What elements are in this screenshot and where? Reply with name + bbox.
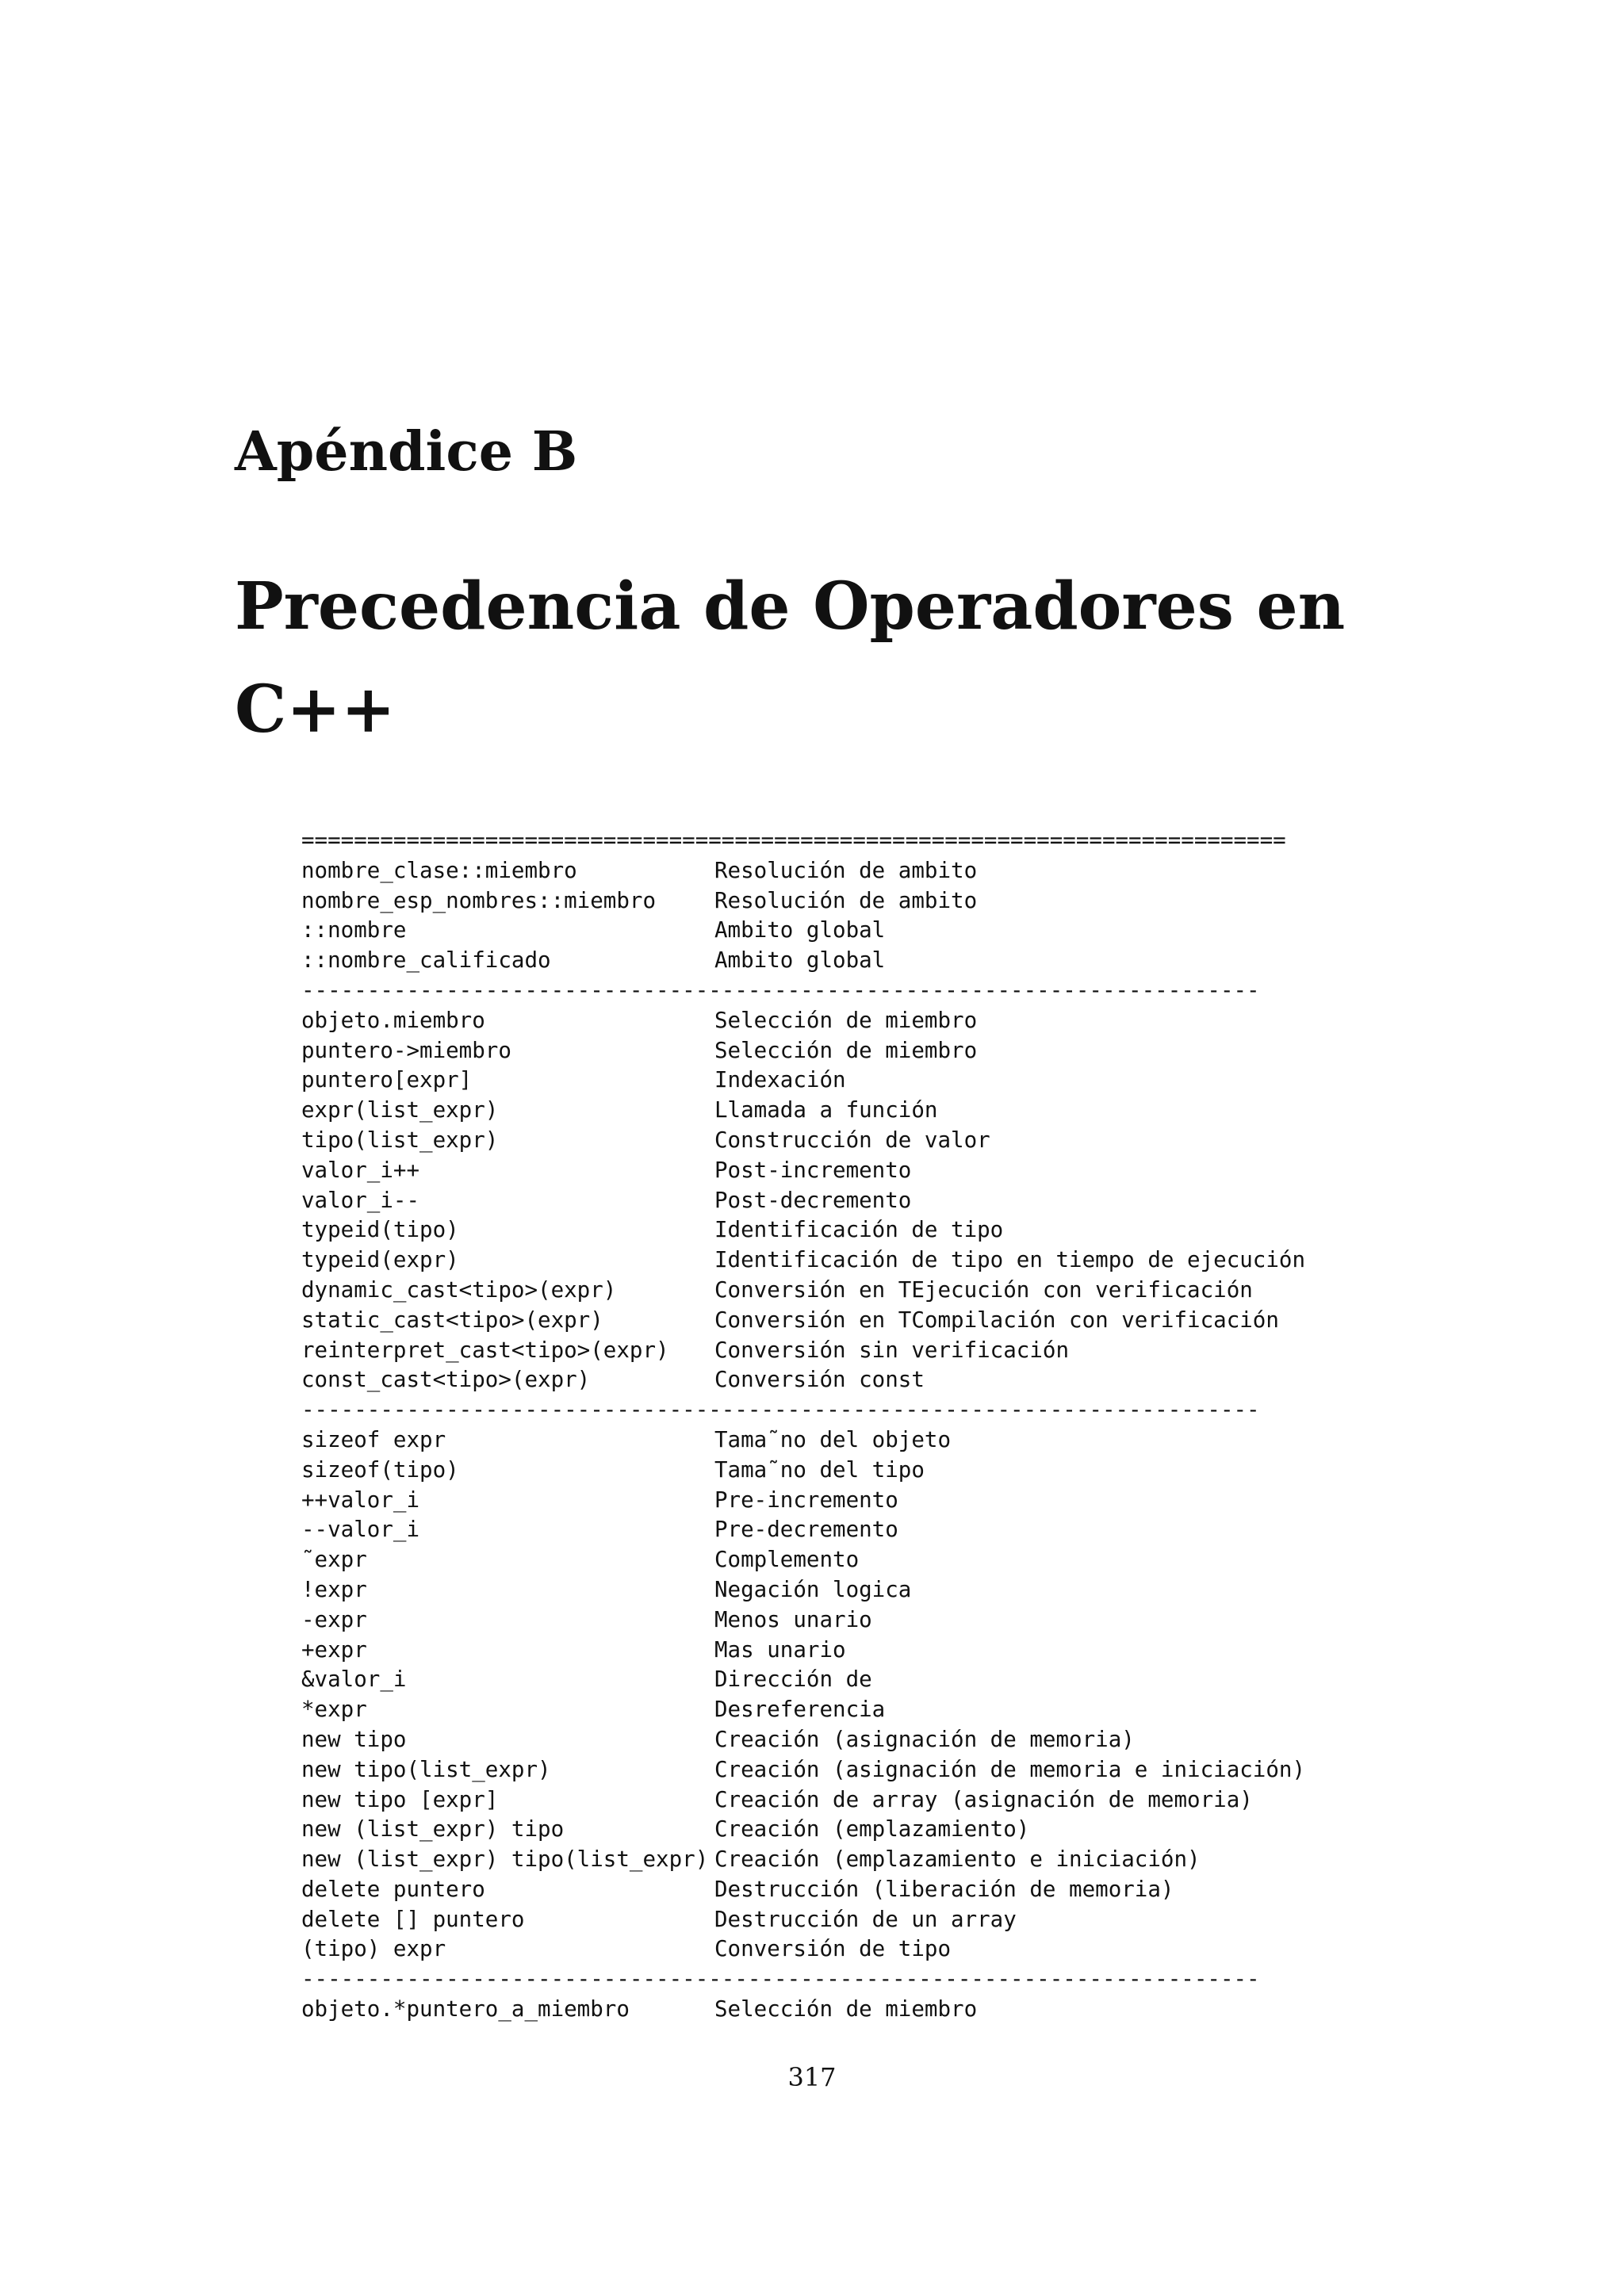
operator-expression: dynamic_cast<tipo>(expr) — [301, 1276, 617, 1303]
operator-expression: objeto.miembro — [301, 1007, 485, 1033]
operator-row — [301, 1006, 1305, 1036]
operator-row — [301, 1575, 1305, 1605]
operator-expression: delete puntero — [301, 1876, 485, 1902]
operator-description: Tama˜no del tipo — [714, 1456, 925, 1483]
operator-description: Ambito global — [714, 917, 886, 943]
page-number: 317 — [787, 2062, 837, 2092]
operator-expression: new (list_expr) tipo(list_expr) — [301, 1846, 709, 1873]
operator-description: Creación (emplazamiento e iniciación) — [714, 1846, 1201, 1873]
operator-row — [301, 1276, 1305, 1306]
operator-description: Destrucción de un array — [714, 1906, 1017, 1932]
operator-expression: expr(list_expr) — [301, 1097, 499, 1123]
operator-row — [301, 1336, 1305, 1366]
operator-description: Llamada a función — [714, 1097, 938, 1123]
operator-expression: new tipo [expr] — [301, 1786, 499, 1812]
operator-row — [301, 1636, 1305, 1666]
operator-expression: (tipo) expr — [301, 1936, 446, 1962]
operator-expression: reinterpret_cast<tipo>(expr) — [301, 1337, 669, 1363]
operator-row — [301, 1365, 1305, 1395]
operator-row — [301, 1515, 1305, 1545]
operator-expression: new tipo(list_expr) — [301, 1756, 551, 1782]
operator-expression: puntero[expr] — [301, 1067, 473, 1093]
operator-description: Creación (emplazamiento) — [714, 1816, 1030, 1843]
operator-expression: +expr — [301, 1636, 367, 1663]
top-rule: =========================================================================== — [301, 828, 1286, 853]
operator-row — [301, 1246, 1305, 1276]
operator-description: Destrucción (liberación de memoria) — [714, 1876, 1174, 1902]
operator-expression: static_cast<tipo>(expr) — [301, 1307, 603, 1333]
operator-expression: sizeof(tipo) — [301, 1456, 459, 1483]
operator-description: Creación (asignación de memoria) — [714, 1726, 1135, 1752]
operator-description: Resolución de ambito — [714, 887, 978, 913]
operator-description: Resolución de ambito — [714, 857, 978, 883]
operator-row — [301, 1905, 1305, 1935]
operator-row — [301, 1096, 1305, 1126]
operator-row — [301, 1486, 1305, 1516]
operator-description: Identificación de tipo en tiempo de ejecución — [714, 1247, 1306, 1273]
operator-row — [301, 1665, 1305, 1695]
operator-row — [301, 1215, 1305, 1246]
operator-row — [301, 1066, 1305, 1096]
operator-row — [301, 1785, 1305, 1816]
operator-row — [301, 1995, 1305, 2025]
operator-row — [301, 1186, 1305, 1216]
operator-expression: &valor_i — [301, 1667, 407, 1693]
operator-expression: typeid(expr) — [301, 1247, 459, 1273]
operator-expression: valor_i++ — [301, 1157, 420, 1183]
operator-expression: valor_i-- — [301, 1187, 420, 1213]
operator-description: Desreferencia — [714, 1697, 886, 1723]
operator-expression: new (list_expr) tipo — [301, 1816, 565, 1843]
operator-description: Selección de miembro — [714, 1037, 978, 1063]
operator-description: Dirección de — [714, 1667, 872, 1693]
operator-description: Post-incremento — [714, 1157, 912, 1183]
operator-expression: objeto.*puntero_a_miembro — [301, 1996, 630, 2022]
operator-description: Selección de miembro — [714, 1007, 978, 1033]
operator-expression: const_cast<tipo>(expr) — [301, 1367, 591, 1393]
operator-expression: ::nombre_calificado — [301, 947, 551, 974]
operator-description: Indexación — [714, 1067, 846, 1093]
operator-expression: delete [] puntero — [301, 1906, 525, 1932]
operator-expression: puntero->miembro — [301, 1037, 511, 1063]
operator-description: Creación de array (asignación de memoria) — [714, 1786, 1253, 1812]
operator-description: Menos unario — [714, 1606, 872, 1632]
operator-expression: ˜expr — [301, 1547, 367, 1573]
group-separator-rule: ------------------------------------------------------------------------- — [301, 977, 1260, 1003]
operator-description: Negación logica — [714, 1576, 912, 1602]
operator-row — [301, 1126, 1305, 1156]
operator-row — [301, 1456, 1305, 1486]
operator-row — [301, 1725, 1305, 1755]
operator-row — [301, 946, 1305, 976]
operator-description: Selección de miembro — [714, 1996, 978, 2022]
operator-row — [301, 1815, 1305, 1845]
operator-row — [301, 1036, 1305, 1066]
operator-expression: sizeof expr — [301, 1426, 446, 1452]
operator-row — [301, 1306, 1305, 1336]
operator-expression: !expr — [301, 1576, 367, 1602]
operator-row — [301, 1156, 1305, 1186]
operator-expression: ::nombre — [301, 917, 407, 943]
operator-expression: --valor_i — [301, 1517, 420, 1543]
operator-row — [301, 1755, 1305, 1785]
operator-description: Conversión en TCompilación con verificación — [714, 1307, 1279, 1333]
operator-row — [301, 886, 1305, 916]
operator-description: Conversión const — [714, 1367, 925, 1393]
group-separator-rule: ------------------------------------------------------------------------- — [301, 1397, 1260, 1423]
operator-expression: tipo(list_expr) — [301, 1127, 499, 1153]
operator-expression: nombre_esp_nombres::miembro — [301, 887, 657, 913]
operator-row — [301, 1845, 1305, 1875]
operator-row — [301, 916, 1305, 946]
operator-expression: -expr — [301, 1606, 367, 1632]
operator-description: Mas unario — [714, 1636, 846, 1663]
operator-precedence-listing — [301, 826, 1305, 2025]
operator-description: Identificación de tipo — [714, 1217, 1004, 1243]
operator-row — [301, 1875, 1305, 1905]
operator-description: Construcción de valor — [714, 1127, 990, 1153]
operator-expression: *expr — [301, 1697, 367, 1723]
operator-description: Ambito global — [714, 947, 886, 974]
operator-row — [301, 1545, 1305, 1575]
operator-description: Conversión de tipo — [714, 1936, 952, 1962]
operator-description: Creación (asignación de memoria e iniciación) — [714, 1756, 1306, 1782]
operator-description: Tama˜no del objeto — [714, 1426, 952, 1452]
appendix-label: Apéndice B — [235, 420, 578, 484]
operator-description: Pre-decremento — [714, 1517, 898, 1543]
operator-row — [301, 856, 1305, 886]
operator-description: Conversión en TEjecución con verificación — [714, 1276, 1253, 1303]
operator-description: Conversión sin verificación — [714, 1337, 1070, 1363]
operator-description: Pre-incremento — [714, 1487, 898, 1513]
operator-row — [301, 1695, 1305, 1725]
group-separator-rule: ------------------------------------------------------------------------- — [301, 1966, 1260, 1992]
operator-expression: new tipo — [301, 1726, 407, 1752]
operator-row — [301, 1425, 1305, 1456]
operator-expression: ++valor_i — [301, 1487, 420, 1513]
operator-row — [301, 1934, 1305, 1965]
operator-description: Post-decremento — [714, 1187, 912, 1213]
operator-expression: nombre_clase::miembro — [301, 857, 577, 883]
operator-row — [301, 1605, 1305, 1636]
operator-description: Complemento — [714, 1547, 860, 1573]
chapter-title: Precedencia de Operadores en C++ — [235, 568, 1346, 748]
operator-expression: typeid(tipo) — [301, 1217, 459, 1243]
